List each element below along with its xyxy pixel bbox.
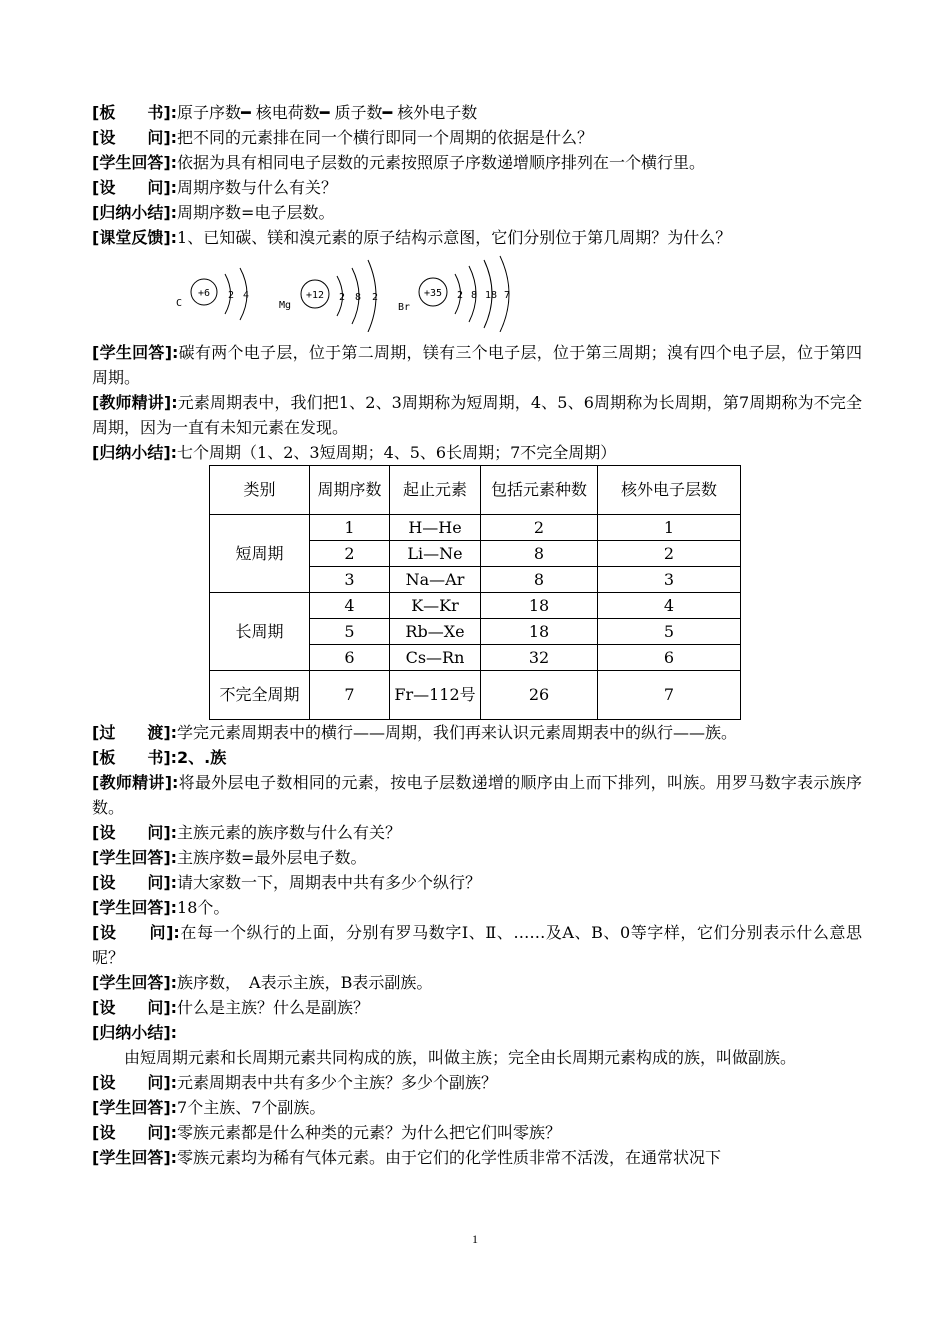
shell-electrons: 2 bbox=[228, 290, 235, 301]
table-cell: Fr—112号 bbox=[390, 671, 481, 720]
shell-electrons: 4 bbox=[243, 290, 250, 301]
shell-electrons: 2 bbox=[372, 292, 379, 303]
table-cell: 5 bbox=[598, 619, 741, 645]
document-body bbox=[92, 100, 862, 1170]
dialogue-line: [设 问]:什么是主族？什么是副族？ bbox=[92, 998, 370, 1017]
shell-electrons: 2 bbox=[339, 292, 346, 303]
table-cell: 1 bbox=[310, 515, 390, 541]
dialogue-line: [教师精讲]:将最外层电子数相同的元素，按电子层数递增的顺序由上而下排列，叫族。用罗马数字表示族序数。 bbox=[92, 773, 862, 817]
dialogue-line: [学生回答]:18个。 bbox=[92, 898, 230, 917]
table-cell: Na—Ar bbox=[390, 567, 481, 593]
nucleus-charge: +12 bbox=[305, 290, 325, 301]
dialogue-line: [归纳小结]: bbox=[92, 1023, 178, 1042]
table-cell: 5 bbox=[310, 619, 390, 645]
table-header-row bbox=[210, 466, 741, 515]
dialogue-line: [设 问]:周期序数与什么有关？ bbox=[92, 178, 338, 197]
column-header: 核外电子层数 bbox=[598, 466, 741, 515]
dialogue-line: [设 问]:把不同的元素排在同一个横行即同一个周期的依据是什么？ bbox=[92, 128, 594, 147]
shell-electrons: 2 bbox=[457, 290, 464, 301]
table-cell: 8 bbox=[481, 567, 598, 593]
table-row bbox=[210, 593, 741, 619]
table-row bbox=[210, 671, 741, 720]
atom-symbol-magnesium: Mg bbox=[279, 300, 292, 311]
column-header: 包括元素种数 bbox=[481, 466, 598, 515]
table-cell: 4 bbox=[598, 593, 741, 619]
period-table bbox=[209, 465, 741, 720]
column-header: 起止元素 bbox=[390, 466, 481, 515]
table-cell: 6 bbox=[310, 645, 390, 671]
dialogue-line: [设 问]:请大家数一下，周期表中共有多少个纵行？ bbox=[92, 873, 482, 892]
page-number: 1 bbox=[472, 1232, 478, 1246]
column-header: 周期序数 bbox=[310, 466, 390, 515]
shell-electrons: 18 bbox=[485, 290, 498, 301]
table-cell: H—He bbox=[390, 515, 481, 541]
shell-electrons: 8 bbox=[471, 290, 478, 301]
table-cell: 18 bbox=[481, 593, 598, 619]
table-cell: Rb—Xe bbox=[390, 619, 481, 645]
table-cell: 3 bbox=[598, 567, 741, 593]
dialogue-line: [学生回答]:主族序数=最外层电子数。 bbox=[92, 848, 367, 867]
table-cell: 2 bbox=[310, 541, 390, 567]
dialogue-line: [学生回答]:依据为具有相同电子层数的元素按照原子序数递增顺序排列在一个横行里。 bbox=[92, 153, 706, 172]
table-cell: 7 bbox=[310, 671, 390, 720]
table-cell: 2 bbox=[598, 541, 741, 567]
period-category: 长周期 bbox=[210, 593, 310, 671]
dialogue-line: [设 问]:元素周期表中共有多少个主族？多少个副族？ bbox=[92, 1073, 498, 1092]
period-category: 不完全周期 bbox=[210, 671, 310, 720]
dialogue-line: [板 书]:原子序数━ 核电荷数━ 质子数━ 核外电子数 bbox=[92, 103, 478, 122]
table-cell: 3 bbox=[310, 567, 390, 593]
dialogue-line: [归纳小结]:七个周期（1、2、3短周期；4、5、6长周期；7不完全周期） bbox=[92, 443, 617, 462]
summary-paragraph: 由短周期元素和长周期元素共同构成的族，叫做主族；完全由长周期元素构成的族，叫做副族。 bbox=[124, 1048, 797, 1067]
nucleus-charge: +6 bbox=[197, 288, 211, 299]
dialogue-line: [课堂反馈]:1、已知碳、镁和溴元素的原子结构示意图，它们分别位于第几周期？为什么？ bbox=[92, 228, 732, 247]
table-cell: Li—Ne bbox=[390, 541, 481, 567]
period-category: 短周期 bbox=[210, 515, 310, 593]
table-cell: Cs—Rn bbox=[390, 645, 481, 671]
table-cell: 7 bbox=[598, 671, 741, 720]
column-header: 类别 bbox=[210, 466, 310, 515]
dialogue-line: [学生回答]:零族元素均为稀有气体元素。由于它们的化学性质非常不活泼，在通常状况下 bbox=[92, 1148, 722, 1167]
shell-electrons: 8 bbox=[355, 292, 362, 303]
table-cell: 32 bbox=[481, 645, 598, 671]
table-cell: 2 bbox=[481, 515, 598, 541]
atom-symbol-carbon: C bbox=[176, 298, 183, 309]
dialogue-line: [设 问]:零族元素都是什么种类的元素？为什么把它们叫零族？ bbox=[92, 1123, 562, 1142]
dialogue-line: [学生回答]:碳有两个电子层，位于第二周期，镁有三个电子层，位于第三周期；溴有四个电子层，位于第四周期。 bbox=[92, 343, 862, 387]
table-cell: 18 bbox=[481, 619, 598, 645]
dialogue-line: [学生回答]:7个主族、7个副族。 bbox=[92, 1098, 326, 1117]
dialogue-line: [板 书]:2、.族 bbox=[92, 748, 227, 767]
dialogue-line: [过 渡]:学完元素周期表中的横行——周期，我们再来认识元素周期表中的纵行——族。 bbox=[92, 723, 738, 742]
table-cell: 6 bbox=[598, 645, 741, 671]
table-row bbox=[210, 515, 741, 541]
dialogue-line: [设 问]:在每一个纵行的上面，分别有罗马数字Ⅰ、Ⅱ、……及A、B、0等字样，它们分别表示什么意思呢？ bbox=[92, 923, 862, 967]
dialogue-line: [教师精讲]:元素周期表中，我们把1、2、3周期称为短周期，4、5、6周期称为长周期，第7周期称为不完全周期，因为一直有未知元素在发现。 bbox=[92, 393, 863, 437]
nucleus-charge: +35 bbox=[423, 288, 443, 299]
atom-symbol-bromine: Br bbox=[398, 302, 411, 313]
table-cell: 8 bbox=[481, 541, 598, 567]
shell-electrons: 7 bbox=[504, 290, 511, 301]
table-cell: 1 bbox=[598, 515, 741, 541]
dialogue-line: [设 问]:主族元素的族序数与什么有关？ bbox=[92, 823, 402, 842]
atomic-structure-diagram bbox=[92, 250, 862, 340]
dialogue-line: [归纳小结]:周期序数=电子层数。 bbox=[92, 203, 335, 222]
dialogue-line: [学生回答]:族序数， A表示主族，B表示副族。 bbox=[92, 973, 433, 992]
table-cell: 26 bbox=[481, 671, 598, 720]
table-cell: K—Kr bbox=[390, 593, 481, 619]
table-cell: 4 bbox=[310, 593, 390, 619]
